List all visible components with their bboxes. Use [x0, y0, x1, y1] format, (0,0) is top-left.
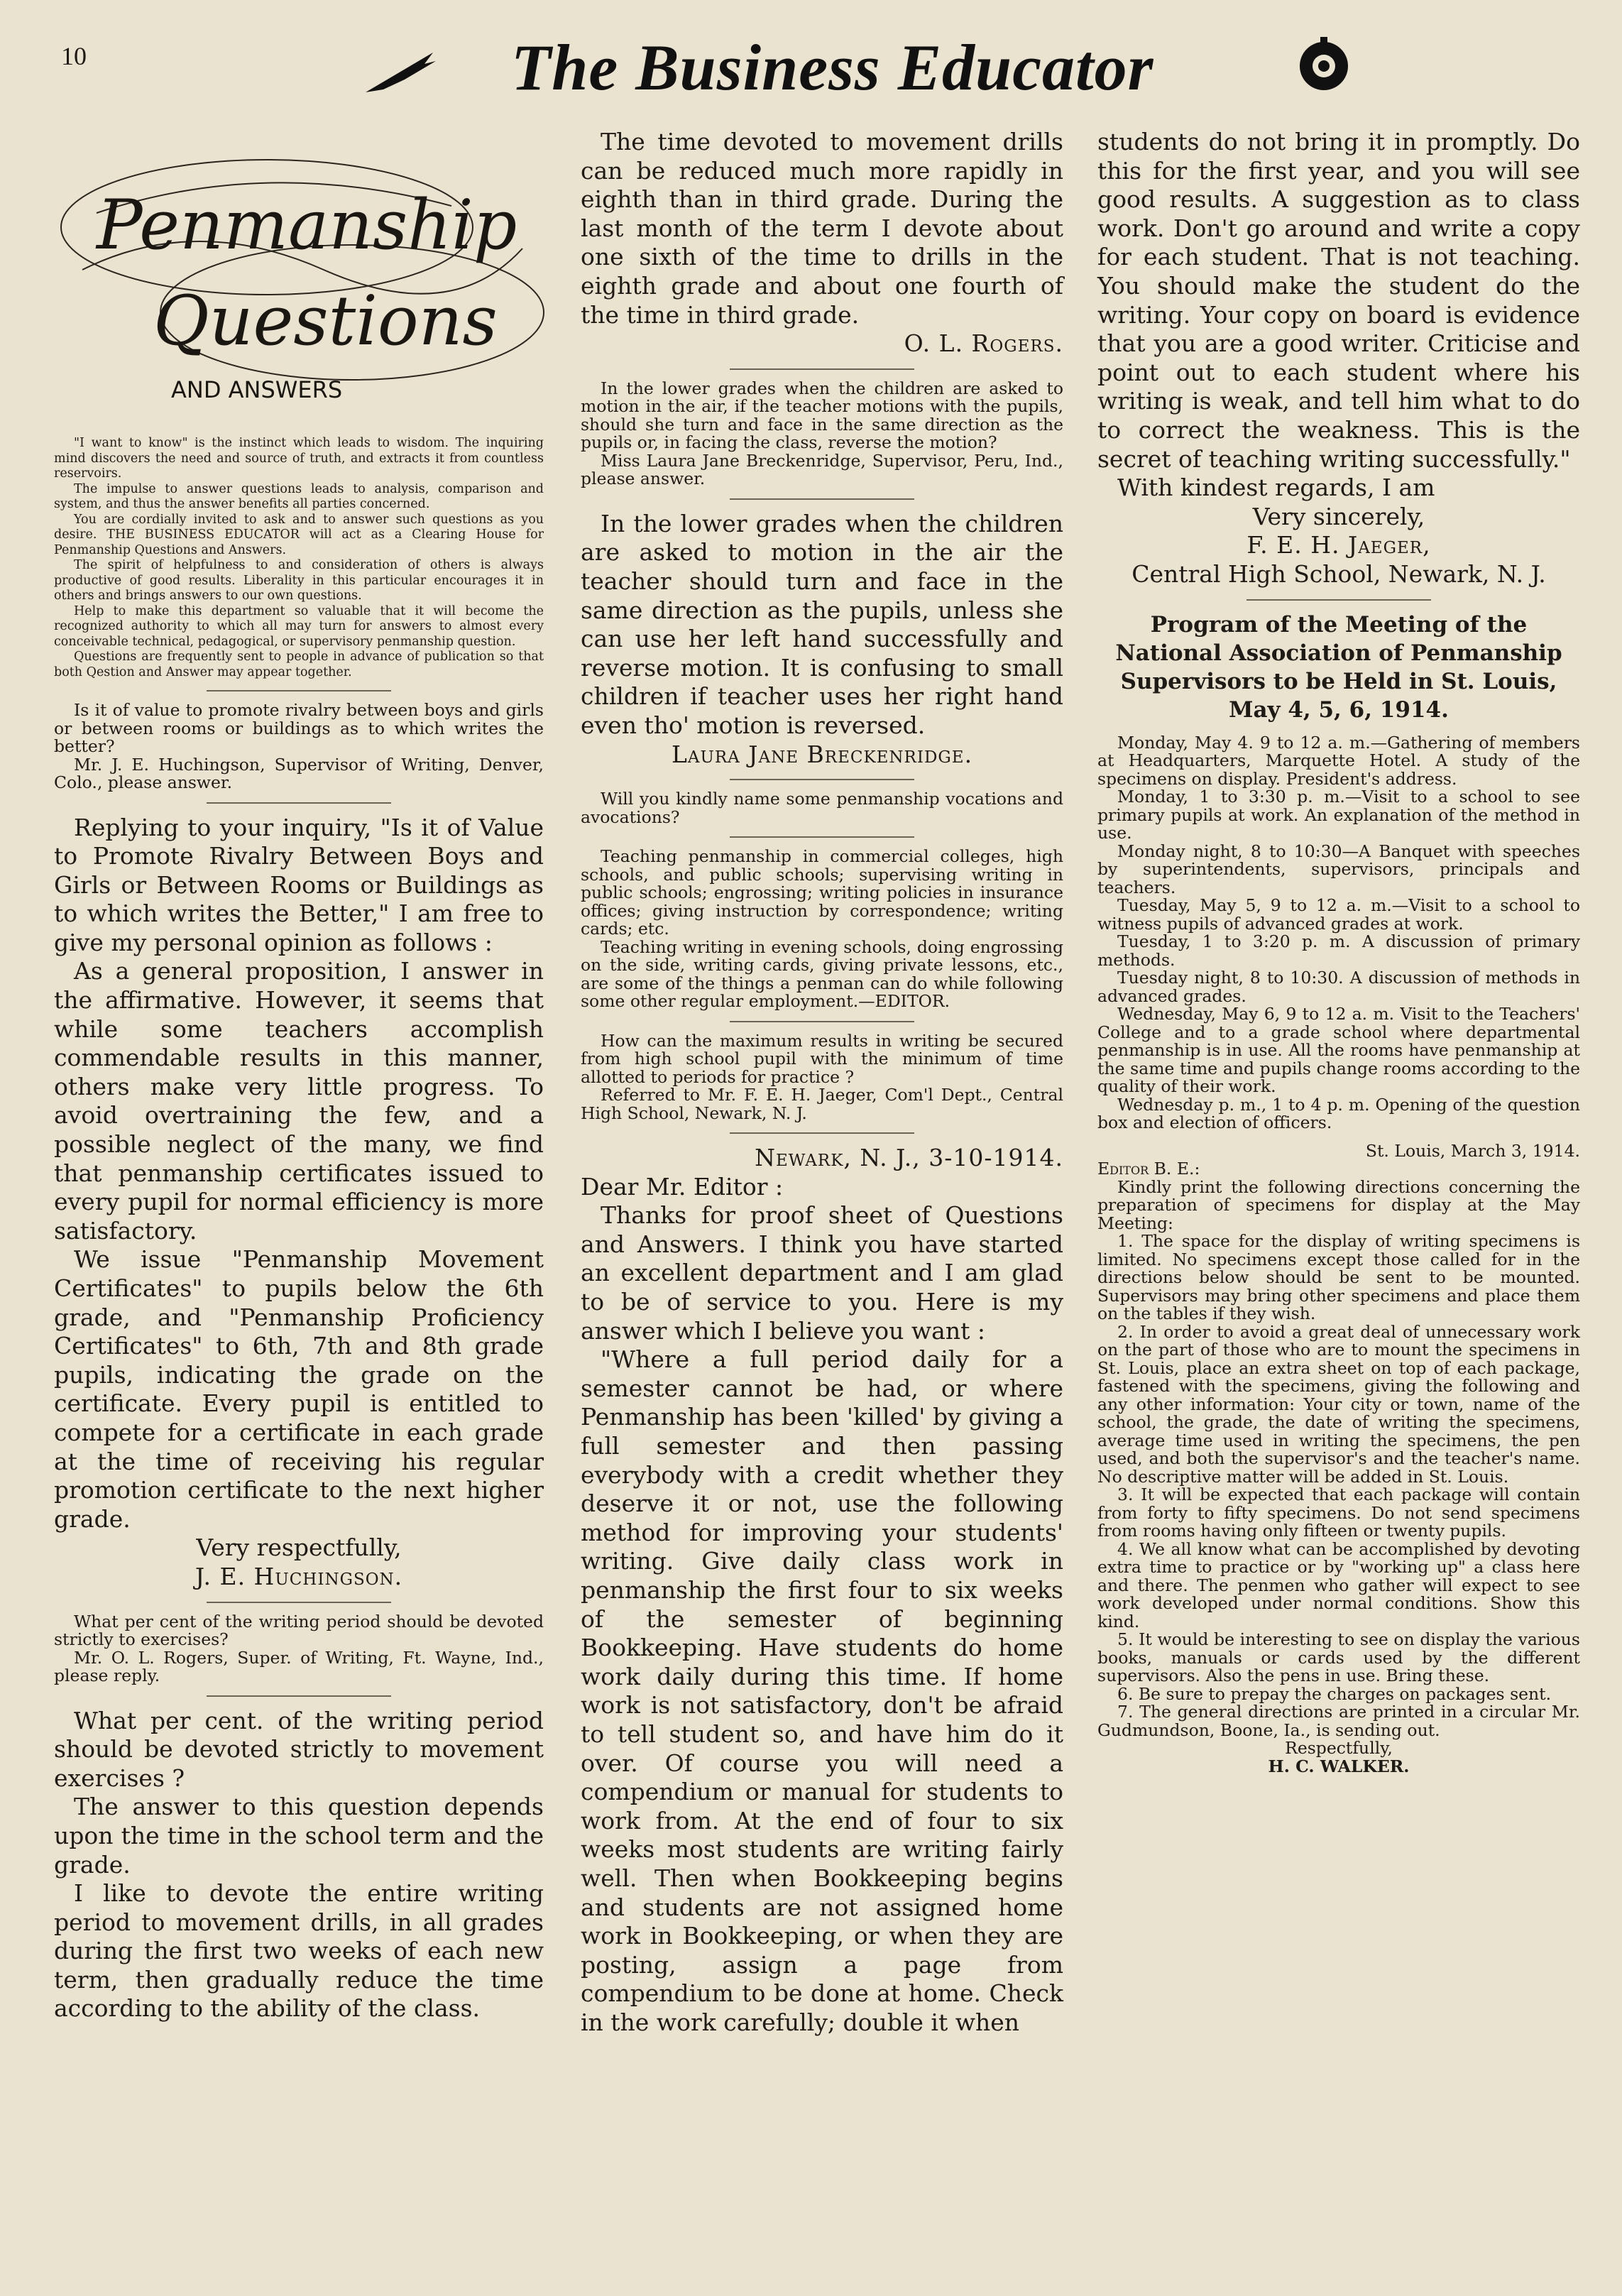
- answer-1-paragraph: Replying to your inquiry, "Is it of Value to Promote Rivalry Between Boys and Girls or Between Rooms or Buildings as to which writes the Better," I am free to give my personal opinion as follows :: [54, 813, 544, 956]
- intro-paragraph: The impulse to answer questions leads to analysis, comparison and system, and thus the answer benefits all parties concerned.: [54, 481, 544, 511]
- divider: [1246, 599, 1431, 601]
- letter-signature: F. E. H. Jaeger,: [1246, 531, 1431, 559]
- directions-closing: Respectfully,: [1285, 1738, 1393, 1758]
- program-title: Program of the Meeting of the National Association of Penmanship Supervisors to be Held in St. Louis, May 4, 5, 6, 1914.: [1115, 611, 1562, 723]
- column-3: [1097, 128, 1580, 1776]
- divider: [207, 1602, 391, 1603]
- letter-closing: Very sincerely,: [1252, 502, 1425, 530]
- divider: [207, 1695, 391, 1697]
- program-item: Monday, 1 to 3:30 p. m.—Visit to a school to see primary pupils at work. An explanation of the method in use.: [1097, 787, 1580, 843]
- divider: [730, 836, 914, 838]
- answer-1-closing: Very respectfully,: [196, 1534, 402, 1562]
- logo-line-1: Penmanship: [97, 185, 517, 265]
- logo-line-3: AND ANSWERS: [171, 376, 343, 403]
- question-2-ref: Mr. O. L. Rogers, Super. of Writing, Ft. Wayne, Ind., please reply.: [54, 1647, 544, 1686]
- question-3-ref: Miss Laura Jane Breckenridge, Supervisor, Peru, Ind., please answer.: [581, 450, 1063, 489]
- question-5-ref: Referred to Mr. F. E. H. Jaeger, Com'l Dept., Central High School, Newark, N. J.: [581, 1085, 1063, 1123]
- divider: [730, 1021, 914, 1022]
- letter-paragraph: "Where a full period daily for a semester cannot be had, or where Penmanship has been 'killed' by giving a full semester and then passing everybody with a credit whether they deserve it or not, use the following method for improving your students' writing. Give daily class work in penmanship the first four to six weeks of the semester of beginning Bookkeeping. Have students do home work daily during this time. If home work is not satisfactory, don't be afraid to tell student so, and have him do it over. Of course you will need a compendium or manual for students to work from. At the end of four to six weeks most students are writing fairly well. Then when Bookkeeping begins and students are not assigned home work in Bookkeeping, or when they are posting, assign a page from compendium to be done at home. Check in the work carefully; double it when: [581, 1345, 1063, 2036]
- question-4: Will you kindly name some penmanship vocations and avocations?: [581, 789, 1063, 827]
- divider: [730, 498, 914, 500]
- divider: [207, 690, 391, 691]
- question-1: Is it of value to promote rivalry between boys and girls or between rooms or buildings as to which writes the better?: [54, 700, 544, 756]
- divider: [730, 368, 914, 370]
- question-2: What per cent of the writing period should be devoted strictly to exercises?: [54, 1611, 544, 1650]
- directions-item: 5. It would be interesting to see on display the various books, manuals or cards used by the different supervisors. Also the pens in use. Bring these.: [1097, 1629, 1580, 1685]
- answer-1-paragraph: We issue "Penmanship Movement Certificates" to pupils below the 6th grade, and "Penmanship Proficiency Certificates" to 6th, 7th and 8th grade pupils, indicating the grade on the certificate. Every pupil is entitled to compete for a certificate in each grade at the time of receiving his regular promotion certificate to the next higher grade.: [54, 1245, 544, 1533]
- question-5: How can the maximum results in writing be secured from high school pupil with the minimum of time allotted to periods for practice ?: [581, 1030, 1063, 1087]
- letter-school: Central High School, Newark, N. J.: [1131, 559, 1546, 588]
- directions-item: 6. Be sure to prepay the charges on packages sent.: [1117, 1683, 1552, 1704]
- answer-1-signature: J. E. Huchingson.: [194, 1562, 403, 1590]
- directions-item: 1. The space for the display of writing specimens is limited. No specimens except those called for in the directions below should be sent to be mounted. Supervisors may bring other specimens and place them on the tables if they wish.: [1097, 1231, 1580, 1323]
- program-item: Monday night, 8 to 10:30—A Banquet with speeches by superintendents, supervisors, principals and teachers.: [1097, 841, 1580, 897]
- intro-paragraph: You are cordially invited to ask and to answer such questions as you desire. THE BUSINESS EDUCATOR will act as a Clearing House for Penmanship Questions and Answers.: [54, 512, 544, 557]
- directions-item: 4. We all know what can be accomplished by devoting extra time to practice or by "working up" a class here and there. The penmen who gather will expect to see work developed under normal conditions. Show this kind.: [1097, 1538, 1580, 1631]
- answer-3-signature: Laura Jane Breckenridge.: [671, 740, 973, 768]
- directions-dateline: St. Louis, March 3, 1914.: [1365, 1140, 1580, 1161]
- question-1-ref: Mr. J. E. Huchingson, Supervisor of Writing, Denver, Colo., please answer.: [54, 754, 544, 792]
- directions-signature: H. C. WALKER.: [1268, 1756, 1410, 1776]
- letter-salutation: Dear Mr. Editor :: [581, 1172, 784, 1201]
- program-item: Tuesday night, 8 to 10:30. A discussion of methods in advanced grades.: [1097, 968, 1580, 1006]
- answer-2-continued: The time devoted to movement drills can be reduced much more rapidly in eighth than in third grade. During the last month of the term I devote about one sixth of the time to drills in the eighth grade and about one fourth of the time in third grade.: [581, 128, 1063, 329]
- masthead-title: The Business Educator: [511, 31, 1154, 104]
- quill-icon: [362, 48, 440, 98]
- intro-paragraph: "I want to know" is the instinct which leads to wisdom. The inquiring mind discovers the need and source of truth, and extracts it from countless reservoirs.: [54, 436, 544, 481]
- directions-intro: Kindly print the following directions concerning the preparation of specimens for display at the May Meeting:: [1097, 1176, 1580, 1233]
- logo-line-2: Questions: [153, 281, 498, 361]
- answer-3: In the lower grades when the children are asked to motion in the air the teacher should turn and face in the same direction as the pupils, unless she can use her left hand successfully and reverse motion. It is confusing to small children if teacher uses her right hand even tho' motion is reversed.: [581, 509, 1063, 739]
- directions-item: 7. The general directions are printed in a circular Mr. Gudmundson, Boone, Ia., is sending out.: [1097, 1702, 1580, 1740]
- column-1: [54, 128, 544, 2023]
- directions-to: Editor B. E.:: [1097, 1159, 1200, 1179]
- intro-paragraph: The spirit of helpfulness to and consideration of others is always productive of good results. Liberality in this particular encourages it in others and brings answers to our own questions.: [54, 558, 544, 603]
- program-item: Wednesday p. m., 1 to 4 p. m. Opening of the question box and election of officers.: [1097, 1094, 1580, 1132]
- page-number: 10: [61, 42, 87, 70]
- answer-2-paragraph: The answer to this question depends upon the time in the school term and the grade.: [54, 1793, 544, 1879]
- letter-continued: students do not bring it in promptly. Do this for the first year, and you will see good results. A suggestion as to class work. Don't go around and write a copy for each student. That is not teaching. You should make the student do the writing. Your copy on board is evidence that you are a good writer. Criticise and point out to each student where his writing is weak, and tell him what to do to correct the weakness. This is the secret of teaching writing successfully.": [1097, 128, 1580, 473]
- column-2: [581, 128, 1063, 2038]
- answer-2-signature: O. L. Rogers.: [904, 329, 1063, 358]
- intro-paragraph: Questions are frequently sent to people in advance of publication so that both Qestion and Answer may appear together.: [54, 650, 544, 679]
- letter-regards: With kindest regards, I am: [1117, 474, 1435, 502]
- program-item: Monday, May 4. 9 to 12 a. m.—Gathering of members at Headquarters, Marquette Hotel. A study of the specimens on display. President's address.: [1097, 732, 1580, 789]
- masthead: [362, 20, 1356, 112]
- directions-item: 3. It will be expected that each package will contain from forty to fifty specimens. Do not send specimens from rooms having only fifteen or twenty pupils.: [1097, 1485, 1580, 1541]
- emblem-icon: [1292, 34, 1356, 98]
- divider: [730, 1132, 914, 1134]
- penmanship-questions-logo: [54, 128, 551, 426]
- letter-dateline: Newark, N. J., 3-10-1914.: [755, 1144, 1063, 1172]
- answer-4-paragraph: Teaching penmanship in commercial colleges, high schools, and public schools; supervising writing in public schools; engrossing; writing policies in insurance offices; giving instruction by correspondence; writing cards; etc.: [581, 846, 1063, 939]
- program-item: Wednesday, May 6, 9 to 12 a. m. Visit to the Teachers' College and to a grade school where departmental penmanship is in use. All the rooms have penmanship at the same time and pupils change rooms according to the quality of their work.: [1097, 1004, 1580, 1096]
- program-item: Tuesday, May 5, 9 to 12 a. m.—Visit to a school to witness pupils of advanced grades at work.: [1097, 895, 1580, 934]
- divider: [207, 802, 391, 804]
- divider: [730, 779, 914, 780]
- answer-2-paragraph: What per cent. of the writing period should be devoted strictly to movement exercises ?: [54, 1706, 544, 1792]
- letter-paragraph: Thanks for proof sheet of Questions and Answers. I think you have started an excellent department and I am glad to be of service to you. Here is my answer which I believe you want :: [581, 1201, 1063, 1345]
- question-3: In the lower grades when the children are asked to motion in the air, if the teacher motions with the pupils, should she turn and face in the same direction as the pupils or, in facing the class, reverse the motion?: [581, 378, 1063, 453]
- answer-4-paragraph: Teaching writing in evening schools, doing engrossing on the side, writing cards, giving private lessons, etc., are some of the things a penman can do while following some other regular employment.—EDITOR.: [581, 936, 1063, 1012]
- intro-paragraph: Help to make this department so valuable that it will become the recognized authority to which all may turn for answers to almost every conceivable technical, pedagogical, or supervisory penmanship question.: [54, 603, 544, 649]
- program-item: Tuesday, 1 to 3:20 p. m. A discussion of primary methods.: [1097, 931, 1580, 970]
- answer-1-paragraph: As a general proposition, I answer in the affirmative. However, it seems that while some teachers accomplish commendable results in this manner, others make very little progress. To avoid overtraining the few, and a possible neglect of the many, we find that penmanship certificates issued to every pupil for normal efficiency is more satisfactory.: [54, 957, 544, 1245]
- directions-item: 2. In order to avoid a great deal of unnecessary work on the part of those who are to mount the specimens in St. Louis, place an extra sheet on top of each package, fastened with the specimens, giving the following and any other information: Your city or town, name of the school, the grade, the date of writing the specimens, average time used in writing the specimens, the pen used, and both the supervisor's and the teacher's name. No descriptive matter will be added in St. Louis.: [1097, 1321, 1580, 1487]
- answer-2-paragraph: I like to devote the entire writing period to movement drills, in all grades during the first two weeks of each new term, then gradually reduce the time according to the ability of the class.: [54, 1879, 544, 2023]
